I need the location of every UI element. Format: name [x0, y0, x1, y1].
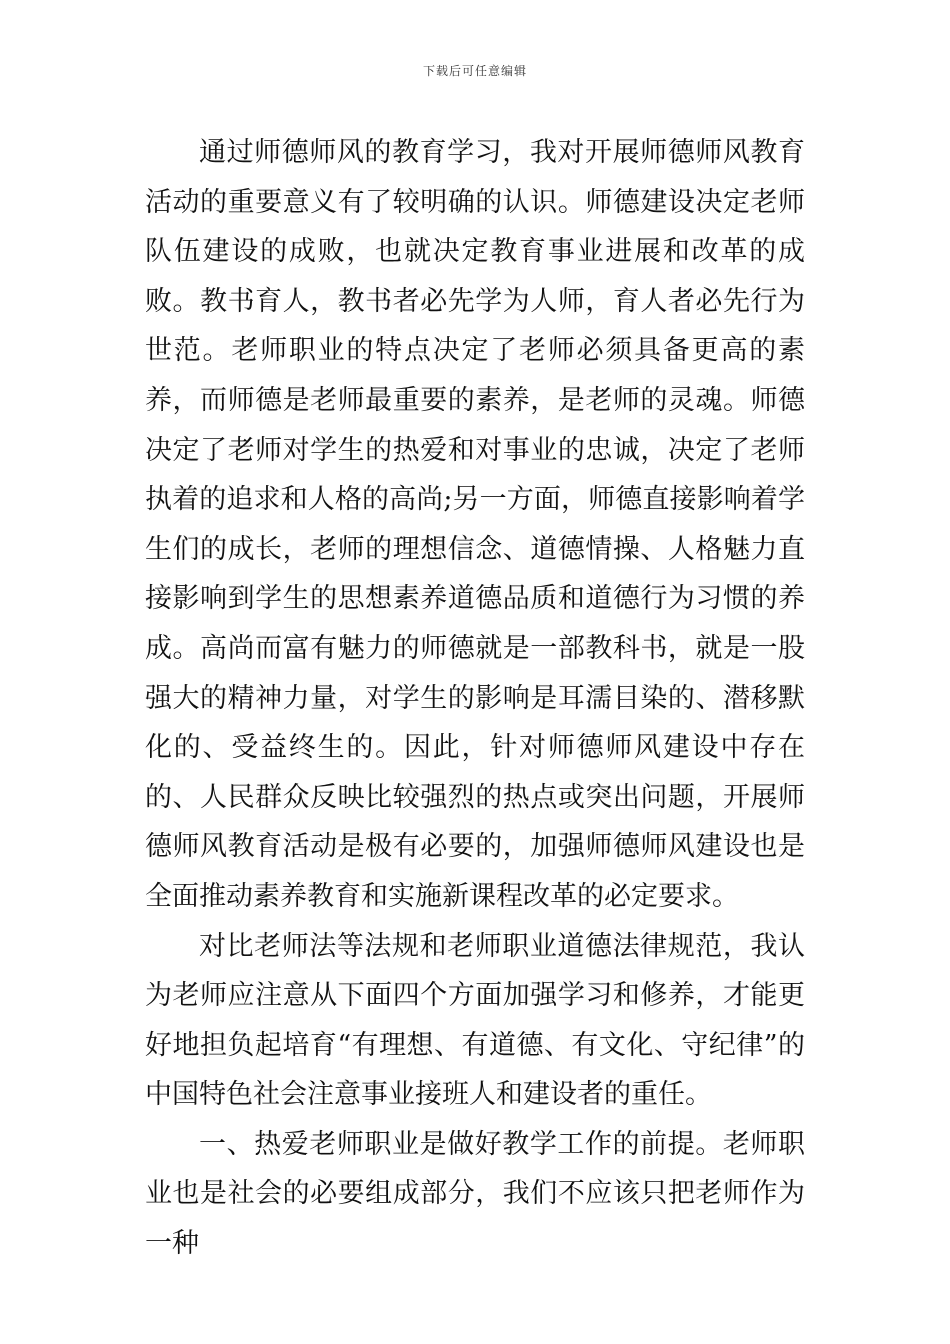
paragraph-3: 一、热爱老师职业是做好教学工作的前提。老师职业也是社会的必要组成部分，我们不应该只把老师作为一种	[145, 1128, 805, 1260]
page-header: 下载后可任意编辑	[422, 64, 527, 78]
document-body	[145, 128, 805, 1269]
paragraph-1: 通过师德师风的教育学习，我对开展师德师风教育活动的重要意义有了较明确的认识。师德建设决定老师队伍建设的成败，也就决定教育事业进展和改革的成败。教书育人，教书者必先学为人师，育人者必先行为世范。老师职业的特点决定了老师必须具备更高的素养，而师德是老师最重要的素养，是老师的灵魂。师德决定了老师对学生的热爱和对事业的忠诚，决定了老师执着的追求和人格的高尚;另一方面，师德直接影响着学生们的成长，老师的理想信念、道德情操、人格魅力直接影响到学生的思想素养道德品质和道德行为习惯的养成。高尚而富有魅力的师德就是一部教科书，就是一股强大的精神力量，对学生的影响是耳濡目染的、潜移默化的、受益终生的。因此，针对师德师风建设中存在的、人民群众反映比较强烈的热点或突出问题，开展师德师风教育活动是极有必要的，加强师德师风建设也是全面推动素养教育和实施新课程改革的必定要求。	[145, 137, 805, 912]
paragraph-2: 对比老师法等法规和老师职业道德法律规范，我认为老师应注意从下面四个方面加强学习和修养，才能更好地担负起培育“有理想、有道德、有文化、守纪律”的中国特色社会注意事业接班人和建设者的重任。	[145, 930, 805, 1111]
